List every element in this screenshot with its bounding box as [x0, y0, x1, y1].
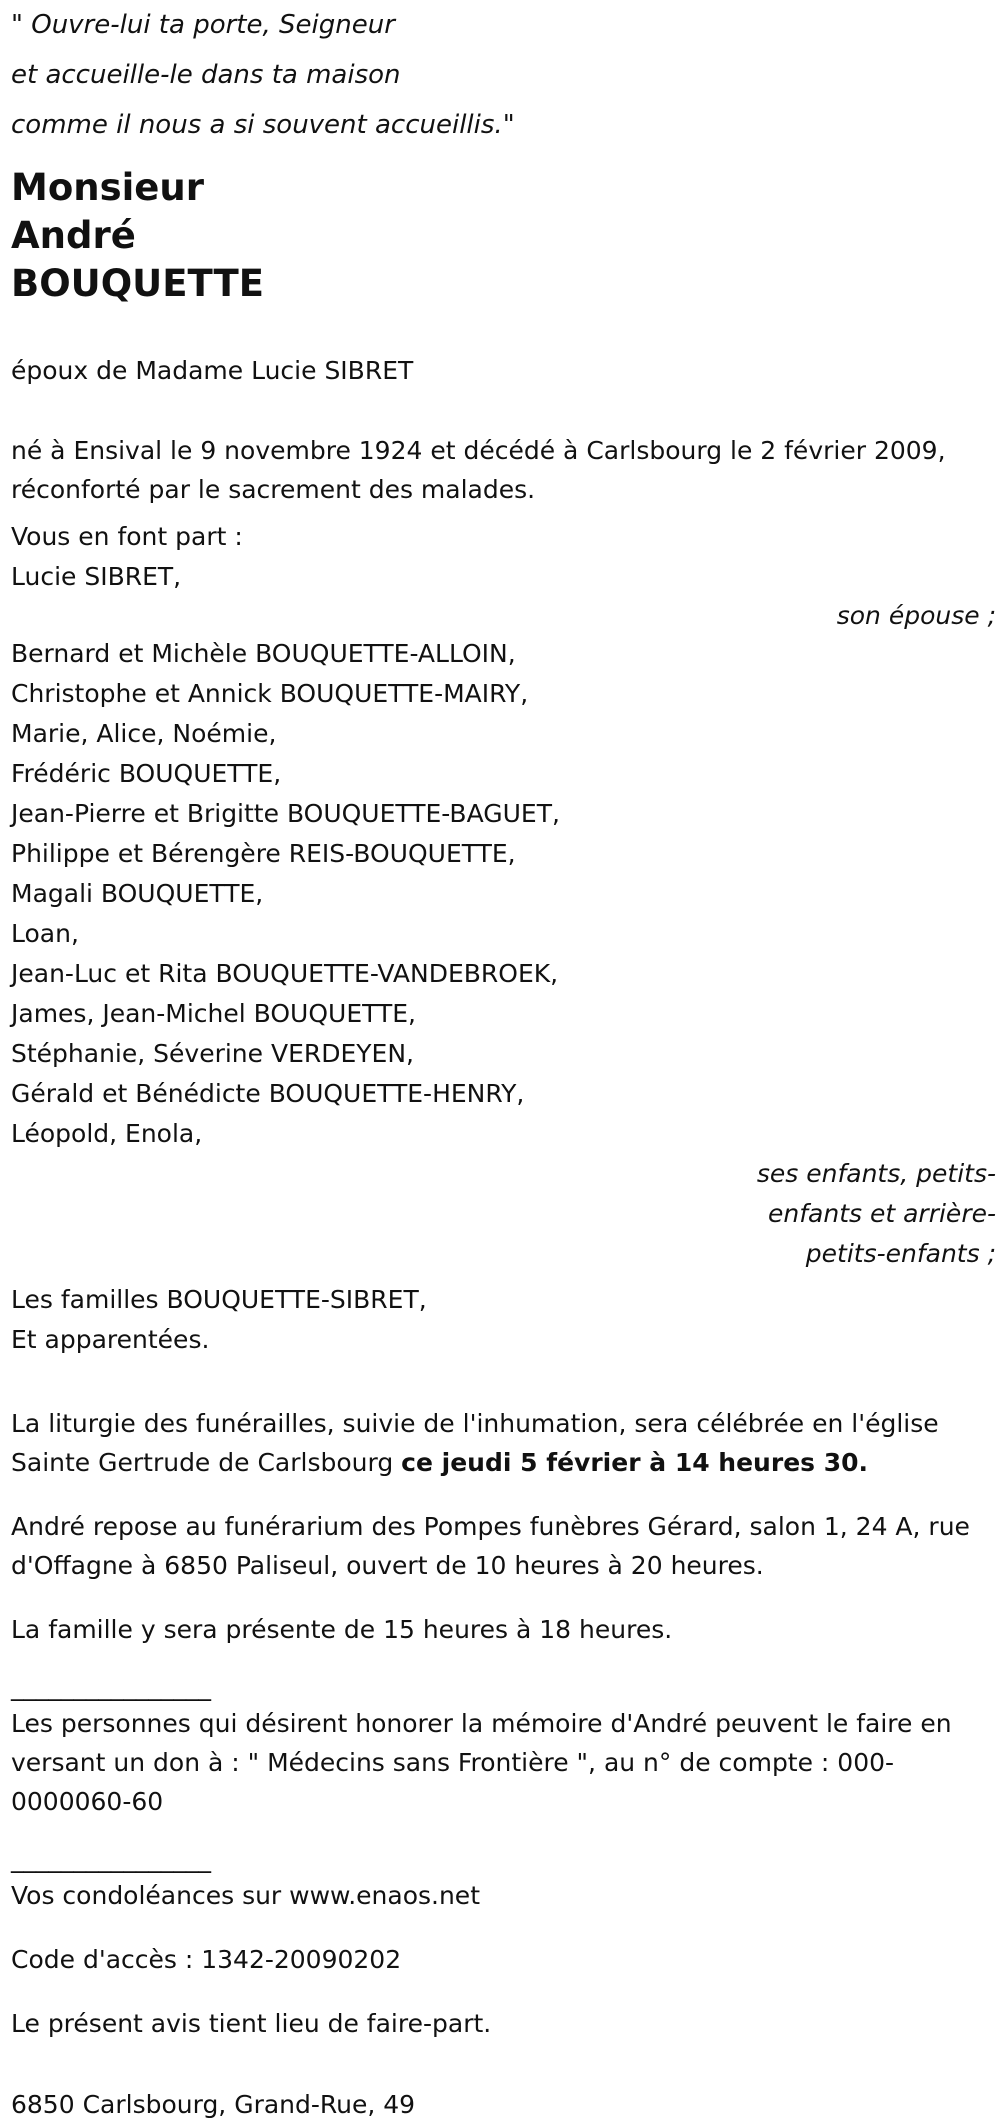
- children-role: [11, 1154, 996, 1274]
- spouse-line: époux de Madame Lucie SIBRET: [11, 356, 414, 385]
- spouse-role: son épouse ;: [836, 601, 996, 630]
- address: 6850 Carlsbourg, Grand-Rue, 49: [11, 2090, 416, 2119]
- separator: ________________: [11, 1672, 211, 1701]
- list-item: Gérald et Bénédicte BOUQUETTE-HENRY,: [11, 1079, 525, 1108]
- separator-2: ________________: [11, 1844, 211, 1873]
- deceased-first-name: André: [11, 214, 136, 257]
- list-item: Frédéric BOUQUETTE,: [11, 759, 282, 788]
- deceased-last-name: BOUQUETTE: [11, 262, 265, 305]
- list-item: Loan,: [11, 919, 79, 948]
- list-item: Léopold, Enola,: [11, 1119, 203, 1148]
- children-list: [11, 634, 996, 1154]
- list-item: Magali BOUQUETTE,: [11, 879, 264, 908]
- presence-info: La famille y sera présente de 15 heures à 18 heures.: [11, 1615, 673, 1644]
- list-item: Christophe et Annick BOUQUETTE-MAIRY,: [11, 679, 529, 708]
- list-item: Jean-Pierre et Brigitte BOUQUETTE-BAGUET,: [11, 799, 560, 828]
- children-role-line-1: ses enfants, petits-: [756, 1159, 996, 1188]
- birth-death-line-2: réconforté par le sacrement des malades.: [11, 475, 536, 504]
- quote-line-3: comme il nous a si souvent accueillis.": [11, 110, 515, 140]
- funeral-date: ce jeudi 5 février à 14 heures 30.: [401, 1448, 869, 1477]
- donation-info: Les personnes qui désirent honorer la mémoire d'André peuvent le faire en versant un don à : " Médecins sans Frontière ", au n° de compte : 000-0000060-60: [11, 1709, 952, 1816]
- announcement-intro: Vous en font part :: [11, 522, 243, 551]
- quote-line-2: et accueille-le dans ta maison: [11, 60, 401, 90]
- opening-quote: [11, 0, 996, 150]
- families-line-1: Les familles BOUQUETTE-SIBRET,: [11, 1285, 427, 1314]
- list-item: James, Jean-Michel BOUQUETTE,: [11, 999, 416, 1028]
- list-item: Stéphanie, Séverine VERDEYEN,: [11, 1039, 415, 1068]
- extended-families: [11, 1280, 996, 1360]
- funeral-text: La liturgie des funérailles, suivie de l'inhumation, sera célébrée en l'église Sainte Gertrude de Carlsbourg: [11, 1409, 939, 1477]
- list-item: Jean-Luc et Rita BOUQUETTE-VANDEBROEK,: [11, 959, 559, 988]
- deceased-name: [11, 164, 996, 308]
- list-item: Philippe et Bérengère REIS-BOUQUETTE,: [11, 839, 516, 868]
- birth-death-line-1: né à Ensival le 9 novembre 1924 et décédé à Carlsbourg le 2 février 2009,: [11, 436, 946, 465]
- list-item: Bernard et Michèle BOUQUETTE-ALLOIN,: [11, 639, 516, 668]
- children-role-line-2: enfants et arrière-: [768, 1199, 996, 1228]
- funeral-info: [11, 1404, 996, 1482]
- families-line-2: Et apparentées.: [11, 1325, 210, 1354]
- obituary-notice: [11, 0, 996, 2125]
- announcement: [11, 517, 996, 634]
- list-item: Marie, Alice, Noémie,: [11, 719, 277, 748]
- repose-info: André repose au funérarium des Pompes funèbres Gérard, salon 1, 24 A, rue d'Offagne à 6850 Paliseul, ouvert de 10 heures à 20 heures.: [11, 1512, 970, 1580]
- spouse-name: Lucie SIBRET,: [11, 562, 182, 591]
- deceased-title: Monsieur: [11, 166, 204, 209]
- quote-line-1: " Ouvre-lui ta porte, Seigneur: [11, 10, 395, 40]
- children-role-line-3: petits-enfants ;: [805, 1239, 996, 1268]
- notice-text: Le présent avis tient lieu de faire-part.: [11, 2009, 492, 2038]
- birth-death-info: [11, 431, 996, 509]
- condolences-info: Vos condoléances sur www.enaos.net: [11, 1881, 480, 1910]
- access-code: Code d'accès : 1342-20090202: [11, 1945, 402, 1974]
